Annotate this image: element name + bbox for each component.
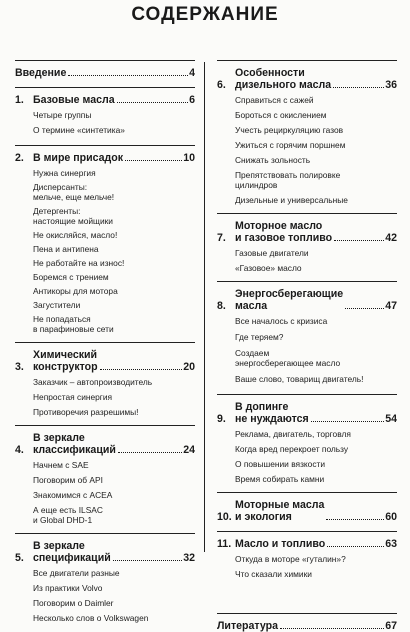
subsection-item: Пена и антипена <box>33 244 99 254</box>
section-title: Энергосберегающие масла <box>235 288 344 312</box>
section-title: Масло и топливо <box>235 538 326 550</box>
subsection-item: Поговорим об API <box>33 475 103 485</box>
subsection-item: Противоречия разрешимы! <box>33 407 139 417</box>
subsection-item: Дисперсанты: мельче, еще мельче! <box>33 182 115 202</box>
toc-right-column <box>217 60 397 632</box>
subsection-item: Не работайте на износ! <box>33 258 125 268</box>
subsection-list <box>15 168 195 334</box>
subsection-item: Все началось с кризиса <box>235 316 328 326</box>
section-title: В мире присадок <box>33 152 124 164</box>
subsection-item: Не попадаться в парафиновые сети <box>33 314 114 334</box>
section-number: 5. <box>15 552 24 564</box>
toc-entry <box>15 94 195 106</box>
subsection-item: Газовые двигатели <box>235 248 309 258</box>
section-number: 1. <box>15 94 24 106</box>
toc-entry <box>217 288 397 312</box>
subsection-list <box>15 568 195 623</box>
page-number: 42 <box>385 232 397 244</box>
subsection-list <box>217 429 397 484</box>
toc-entry <box>217 401 397 425</box>
toc-entry <box>217 67 397 91</box>
subsection-list <box>217 554 397 579</box>
subsection-item: Время собирать камни <box>235 474 325 484</box>
dot-leader <box>280 628 384 629</box>
dot-leader <box>334 240 384 241</box>
section-title: Особенности дизельного масла <box>235 67 332 91</box>
section-title: Базовые масла <box>33 94 115 106</box>
section-number: 2. <box>15 152 24 164</box>
subsection-item: Когда вред перекроет пользу <box>235 444 349 454</box>
subsection-item: Детергенты: настоящие мойщики <box>33 206 113 226</box>
page-number: 47 <box>385 300 397 312</box>
section-title: Литература <box>217 620 278 632</box>
section-title: В зеркале спецификаций <box>33 540 111 564</box>
subsection-item: Снижать зольность <box>235 155 311 165</box>
subsection-item: Откуда в моторе «гуталин»? <box>235 554 346 564</box>
subsection-item: Создаем энергосберегающее масло <box>235 348 341 368</box>
subsection-item: «Газовое» масло <box>235 263 302 273</box>
page-number: 24 <box>183 444 195 456</box>
section-title: В зеркале классификаций <box>33 432 116 456</box>
subsection-item: Бороться с окислением <box>235 110 327 120</box>
page-number: 10 <box>183 152 195 164</box>
section-number: 10. <box>217 511 232 523</box>
section-title: Моторное масло и газовое топливо <box>235 220 333 244</box>
subsection-item: Четыре группы <box>33 110 92 120</box>
page-number: 20 <box>183 361 195 373</box>
subsection-item: О термине «синтетика» <box>33 125 125 135</box>
subsection-item: Все двигатели разные <box>33 568 120 578</box>
subsection-item: Из практики Volvo <box>33 583 103 593</box>
section-number: 7. <box>217 232 226 244</box>
dot-leader <box>345 308 384 309</box>
subsection-list <box>217 316 397 384</box>
toc-entry <box>217 499 397 523</box>
section-number: 4. <box>15 444 24 456</box>
section-number: 11. <box>217 538 232 550</box>
subsection-item: А еще есть ILSAC и Global DHD-1 <box>33 505 103 525</box>
page-number: 36 <box>385 79 397 91</box>
subsection-item: Дизельные и универсальные <box>235 195 348 205</box>
dot-leader <box>327 546 384 547</box>
section-title: Введение <box>15 67 67 79</box>
subsection-item: Поговорим о Daimler <box>33 598 114 608</box>
dot-leader <box>68 75 188 76</box>
subsection-item: Учесть рециркуляцию газов <box>235 125 344 135</box>
subsection-item: Загустители <box>33 300 81 310</box>
toc-entry <box>15 432 195 456</box>
subsection-item: Препятствовать полировке цилиндров <box>235 170 341 190</box>
dot-leader <box>118 452 182 453</box>
subsection-item: Что сказали химики <box>235 569 312 579</box>
page-number: 67 <box>385 620 397 632</box>
dot-leader <box>125 160 182 161</box>
subsection-item: Непростая синергия <box>33 392 113 402</box>
subsection-list <box>15 110 195 135</box>
toc-entry <box>217 538 397 550</box>
section-number: 8. <box>217 300 226 312</box>
toc-entry <box>15 152 195 164</box>
subsection-item: Антикоры для мотора <box>33 286 118 296</box>
section-title: В допинге не нуждаются <box>235 401 309 425</box>
subsection-item: Реклама, двигатель, торговля <box>235 429 351 439</box>
subsection-item: Справиться с сажей <box>235 95 314 105</box>
toc-left-column <box>15 60 195 623</box>
subsection-item: Ужиться с горячим поршнем <box>235 140 346 150</box>
column-divider <box>204 62 205 552</box>
section-title: Химический конструктор <box>33 349 98 373</box>
subsection-item: О повышении вязкости <box>235 459 326 469</box>
toc-entry <box>217 220 397 244</box>
dot-leader <box>333 87 384 88</box>
subsection-item: Ваше слово, товарищ двигатель! <box>235 374 364 384</box>
dot-leader <box>117 102 188 103</box>
subsection-item: Несколько слов о Volkswagen <box>33 613 149 623</box>
subsection-item: Не окисляйся, масло! <box>33 230 118 240</box>
page-number: 6 <box>189 94 195 106</box>
subsection-list <box>217 95 397 205</box>
subsection-item: Где теряем? <box>235 332 284 342</box>
subsection-list <box>217 248 397 273</box>
page-title: СОДЕРЖАНИЕ <box>131 4 279 25</box>
subsection-list <box>15 460 195 525</box>
section-title: Моторные масла и экология <box>235 499 325 523</box>
dot-leader <box>113 560 182 561</box>
section-number: 3. <box>15 361 24 373</box>
section-number: 6. <box>217 79 226 91</box>
section-number: 9. <box>217 413 226 425</box>
subsection-item: Знакомимся с ACEA <box>33 490 113 500</box>
page-number: 4 <box>189 67 195 79</box>
page-number: 32 <box>183 552 195 564</box>
subsection-item: Нужна синергия <box>33 168 96 178</box>
subsection-item: Боремся с трением <box>33 272 109 282</box>
subsection-list <box>15 377 195 417</box>
subsection-item: Заказчик – автопроизводитель <box>33 377 153 387</box>
toc-entry <box>15 349 195 373</box>
toc-entry <box>15 67 195 79</box>
toc-entry <box>15 540 195 564</box>
toc-entry <box>217 620 397 632</box>
subsection-item: Начнем с SAE <box>33 460 89 470</box>
page-number: 63 <box>385 538 397 550</box>
dot-leader <box>311 421 385 422</box>
page-number: 54 <box>385 413 397 425</box>
page-number: 60 <box>385 511 397 523</box>
dot-leader <box>326 519 384 520</box>
dot-leader <box>100 369 183 370</box>
